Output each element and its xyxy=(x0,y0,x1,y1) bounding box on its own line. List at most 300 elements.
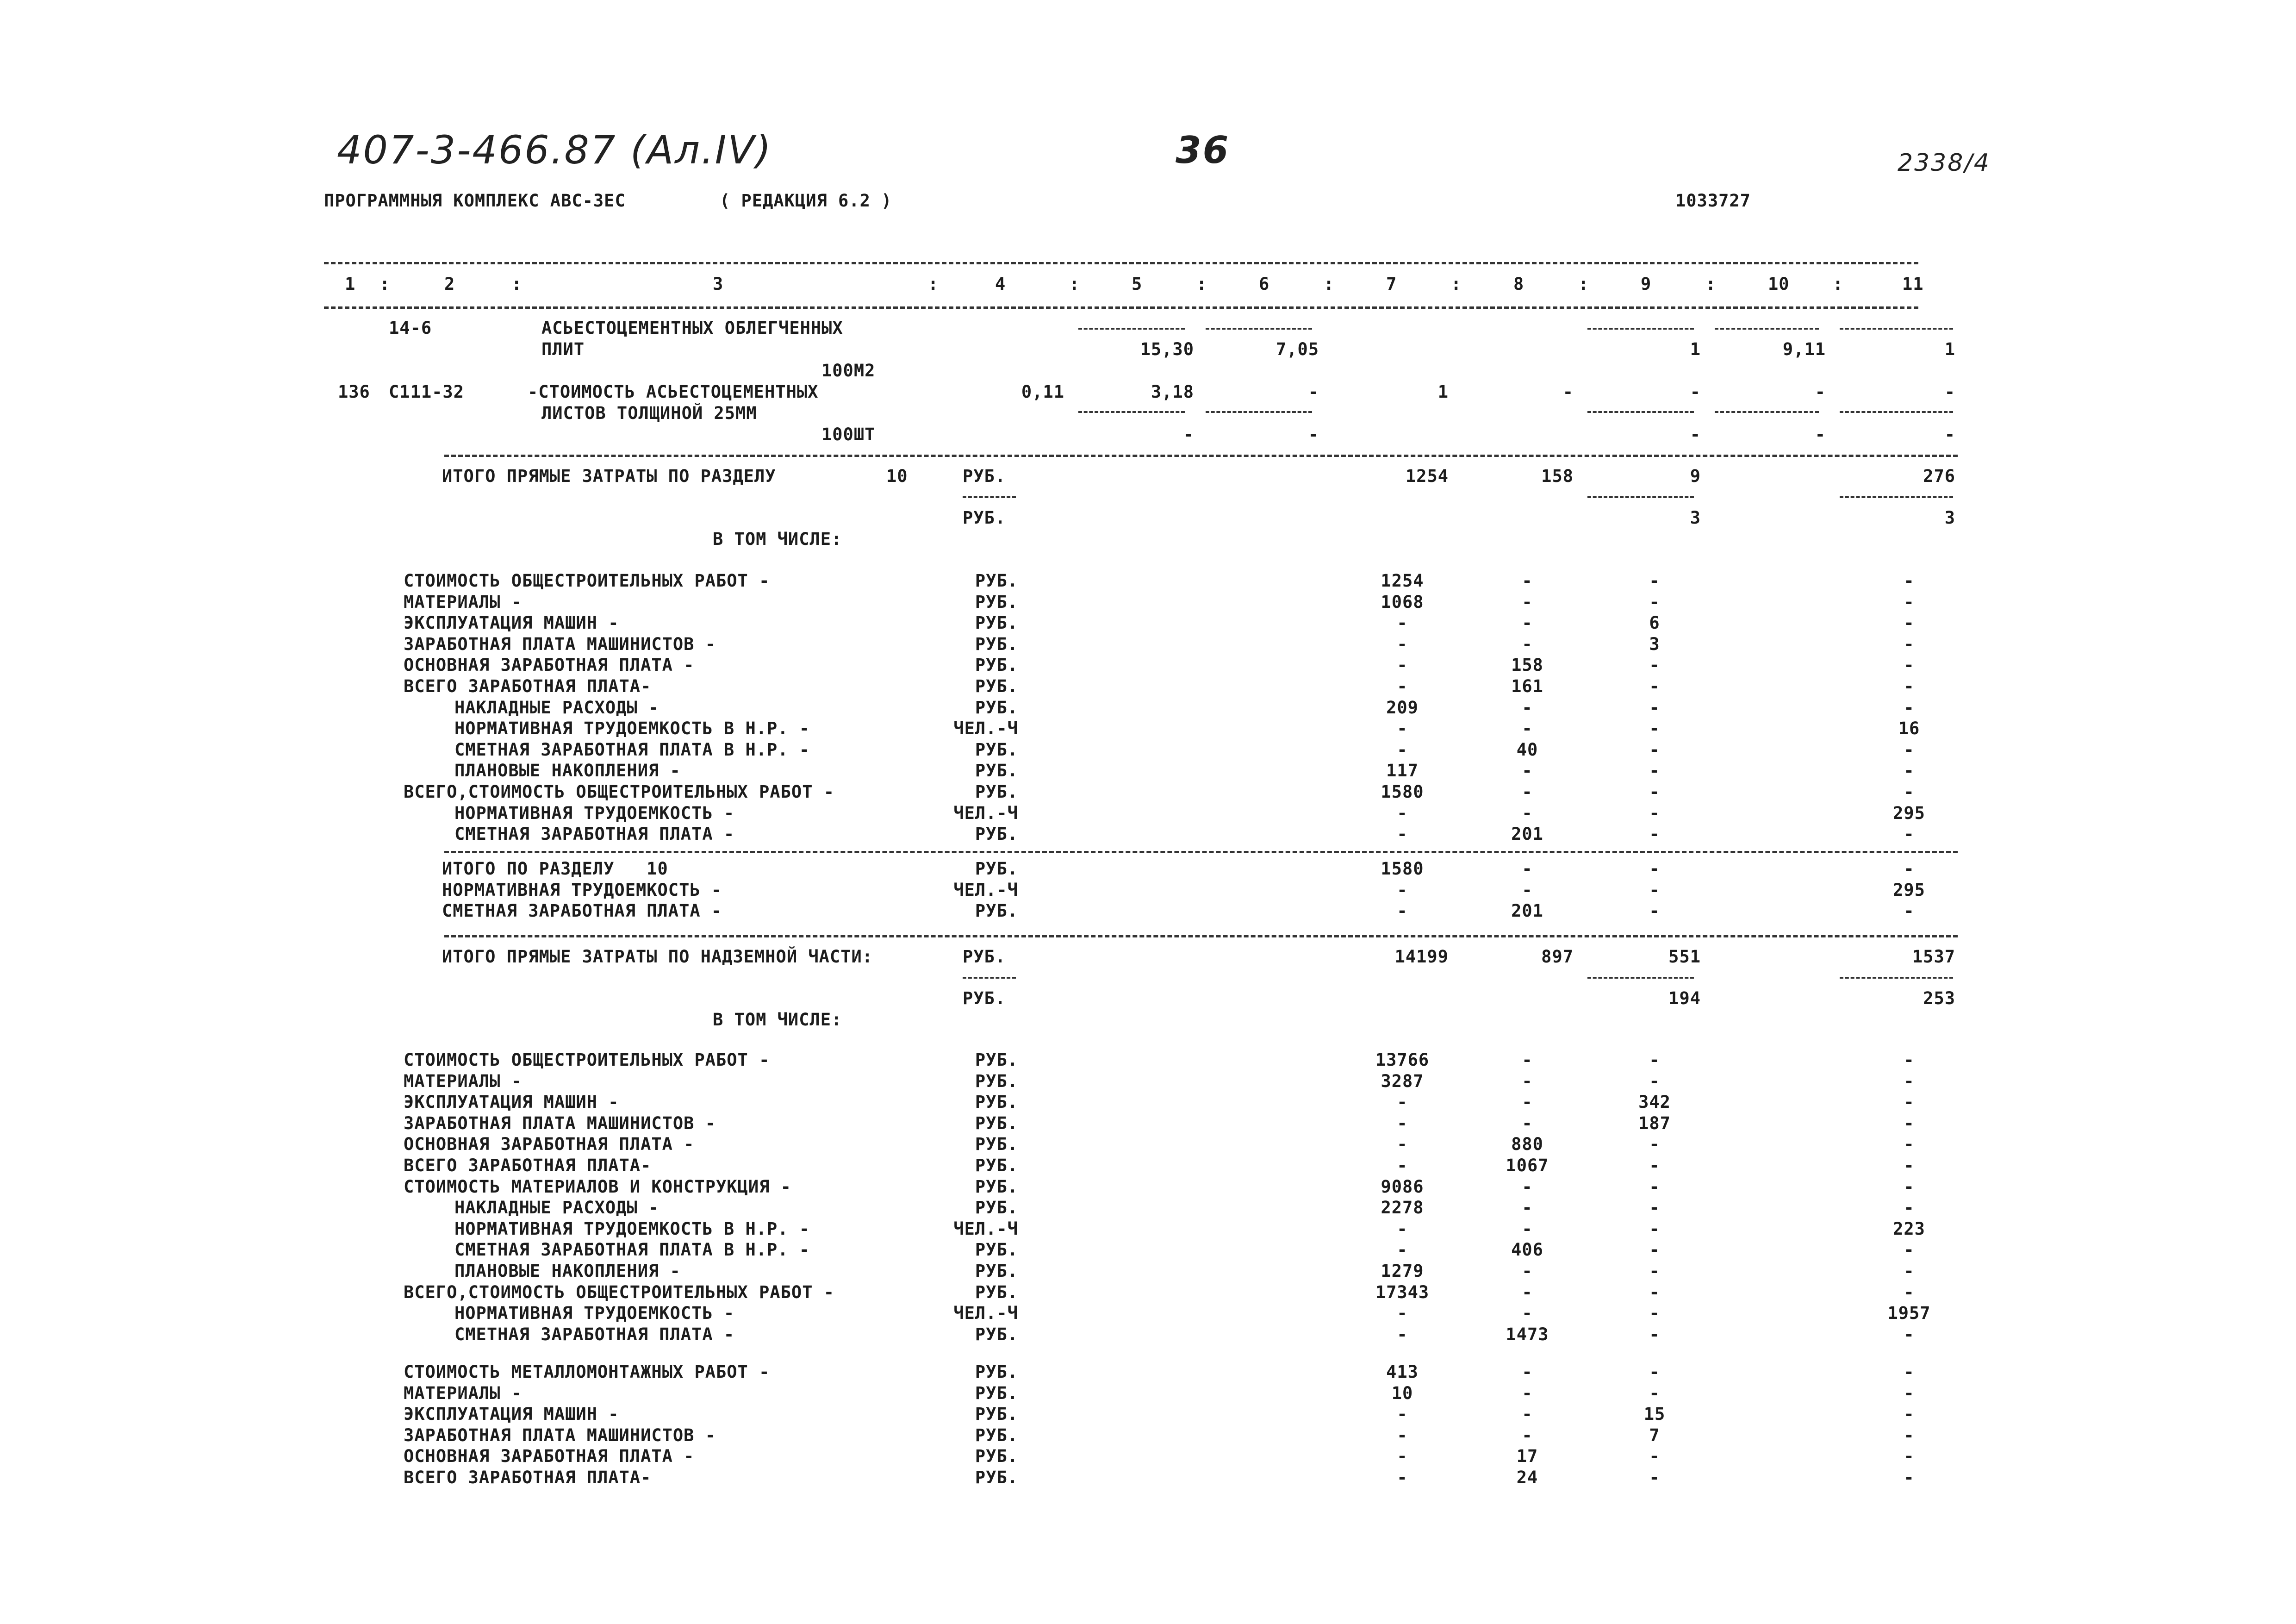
item-sub-c6: - xyxy=(1308,425,1319,444)
program-title: ПРОГРАММНЫЯ КОМПЛЕКС АВС-3ЕС xyxy=(324,191,626,211)
row-label: ПЛАНОВЫЕ НАКОПЛЕНИЯ - xyxy=(454,1261,681,1281)
cell-c7: 3287 xyxy=(1381,1071,1424,1091)
column-separator: : xyxy=(1451,274,1462,294)
cell-c9: - xyxy=(1649,592,1660,612)
cell-c9: - xyxy=(1649,1218,1660,1239)
cell-c7: - xyxy=(1397,718,1408,739)
cell-c8: 201 xyxy=(1511,901,1543,921)
column-separator: : xyxy=(1196,274,1207,294)
column-number: 11 xyxy=(1902,274,1924,294)
rule xyxy=(444,935,1958,937)
cell-c7: - xyxy=(1397,1113,1408,1133)
item-code: С111-32 xyxy=(389,382,464,402)
cell-c8: - xyxy=(1522,592,1533,612)
cell-c7: - xyxy=(1397,613,1408,633)
row-label: ПЛАНОВЫЕ НАКОПЛЕНИЯ - xyxy=(454,761,681,781)
table-row xyxy=(0,1324,2296,1346)
row-label: НОРМАТИВНАЯ ТРУДОЕМКОСТЬ - xyxy=(454,1303,735,1324)
table-rule-top xyxy=(324,262,1918,264)
cell-c9: - xyxy=(1649,1446,1660,1467)
table-row xyxy=(0,1404,2296,1425)
section-total-c11: 276 xyxy=(1923,466,1955,486)
rule xyxy=(1587,328,1694,330)
row-label: МАТЕРИАЛЫ - xyxy=(404,1383,523,1403)
aboveground-total-c8: 897 xyxy=(1541,947,1574,967)
cell-c7: 1580 xyxy=(1381,859,1424,879)
cell-c8: 880 xyxy=(1511,1134,1543,1155)
cell-c11: - xyxy=(1904,1176,1915,1197)
row-label: СТОИМОСТЬ МЕТАЛЛОМОНТАЖНЫХ РАБОТ - xyxy=(404,1362,770,1382)
handwritten-page-number: 36 xyxy=(1176,129,1230,172)
item-c5: 3,18 xyxy=(1151,382,1194,402)
cell-unit: РУБ. xyxy=(975,1282,1018,1302)
cell-unit: РУБ. xyxy=(975,1404,1018,1424)
cell-c7: 1068 xyxy=(1381,592,1424,612)
table-row xyxy=(0,571,2296,592)
cell-c9: 6 xyxy=(1649,613,1660,633)
row-label: СМЕТНАЯ ЗАРАБОТНАЯ ПЛАТА - xyxy=(454,824,735,844)
cell-c11: - xyxy=(1904,1071,1915,1091)
column-number: 9 xyxy=(1641,274,1652,294)
cell-c11: - xyxy=(1904,1282,1915,1302)
cell-c8: - xyxy=(1522,718,1533,739)
cell-unit: ЧЕЛ.-Ч xyxy=(953,803,1018,823)
cell-unit: РУБ. xyxy=(975,1324,1018,1344)
cell-c8: - xyxy=(1522,1404,1533,1424)
row-label: ИТОГО ПО РАЗДЕЛУ 10 xyxy=(442,859,668,879)
table-row xyxy=(0,782,2296,803)
table-row xyxy=(0,1177,2296,1198)
row-label: НОРМАТИВНАЯ ТРУДОЕМКОСТЬ - xyxy=(442,880,722,900)
table-row xyxy=(0,1446,2296,1468)
column-number: 2 xyxy=(444,274,455,294)
table-row xyxy=(0,676,2296,698)
cell-c11: - xyxy=(1904,824,1915,844)
row-label: ОСНОВНАЯ ЗАРАБОТНАЯ ПЛАТА - xyxy=(404,655,695,675)
row-label: ЭКСПЛУАТАЦИЯ МАШИН - xyxy=(404,1404,619,1424)
rule xyxy=(444,851,1958,853)
row-label: МАТЕРИАЛЫ - xyxy=(404,592,523,612)
cell-c8: - xyxy=(1522,1303,1533,1324)
item-sub-c5: - xyxy=(1183,425,1194,444)
cell-c11: - xyxy=(1904,1468,1915,1487)
column-number: 6 xyxy=(1259,274,1270,294)
rule xyxy=(1840,411,1953,413)
column-separator: : xyxy=(928,274,939,294)
cell-c8: - xyxy=(1522,761,1533,781)
cell-c8: - xyxy=(1522,859,1533,879)
row-label: НАКЛАДНЫЕ РАСХОДЫ - xyxy=(454,1198,660,1218)
table-row xyxy=(0,718,2296,740)
cell-c11: - xyxy=(1904,592,1915,612)
cell-unit: РУБ. xyxy=(975,1050,1018,1070)
table-row xyxy=(0,1071,2296,1093)
table-row xyxy=(0,1113,2296,1135)
row-label: ЗАРАБОТНАЯ ПЛАТА МАШИНИСТОВ - xyxy=(404,634,716,654)
cell-c8: - xyxy=(1522,1050,1533,1070)
item-sub-c10: - xyxy=(1815,425,1826,444)
rule xyxy=(1078,411,1185,413)
cell-c7: - xyxy=(1397,803,1408,823)
cell-c8: - xyxy=(1522,1261,1533,1281)
cell-c8: - xyxy=(1522,1176,1533,1197)
cell-unit: РУБ. xyxy=(975,1240,1018,1260)
cell-c7: 117 xyxy=(1386,761,1419,781)
cell-c11: 295 xyxy=(1893,803,1925,823)
table-row xyxy=(0,1092,2296,1113)
cell-c9: - xyxy=(1649,1134,1660,1155)
cell-c9: - xyxy=(1649,1176,1660,1197)
aboveground-total-c11: 1537 xyxy=(1912,947,1955,967)
cell-c11: 16 xyxy=(1898,718,1920,739)
cell-c11: 295 xyxy=(1893,880,1925,900)
item-c8: - xyxy=(1562,382,1574,402)
including-heading: В ТОМ ЧИСЛЕ: xyxy=(713,1010,842,1030)
cell-c9: - xyxy=(1649,697,1660,718)
cell-unit: РУБ. xyxy=(975,1362,1018,1382)
row-label: ВСЕГО ЗАРАБОТНАЯ ПЛАТА- xyxy=(404,676,652,696)
cell-c7: - xyxy=(1397,1425,1408,1445)
item-c11: - xyxy=(1944,382,1955,402)
rule xyxy=(1587,977,1694,979)
cell-c11: - xyxy=(1904,1134,1915,1155)
cell-c9: - xyxy=(1649,1240,1660,1260)
item-c9: - xyxy=(1690,382,1701,402)
cell-unit: РУБ. xyxy=(975,1092,1018,1112)
cell-c11: 223 xyxy=(1893,1218,1925,1239)
cell-unit: РУБ. xyxy=(975,824,1018,844)
cell-c9: - xyxy=(1649,739,1660,760)
cell-c8: - xyxy=(1522,782,1533,802)
rule xyxy=(1078,328,1185,330)
row-label: ЭКСПЛУАТАЦИЯ МАШИН - xyxy=(404,1092,619,1112)
cell-c11: - xyxy=(1904,655,1915,675)
cell-c11: - xyxy=(1904,901,1915,921)
row-label: СТОИМОСТЬ ОБЩЕСТРОИТЕЛЬНЫХ РАБОТ - xyxy=(404,1050,770,1070)
table-row xyxy=(0,592,2296,613)
table-row xyxy=(0,1240,2296,1261)
column-separator: : xyxy=(1069,274,1080,294)
column-number: 8 xyxy=(1513,274,1524,294)
row-label: СМЕТНАЯ ЗАРАБОТНАЯ ПЛАТА В Н.Р. - xyxy=(454,739,810,760)
row-label: НОРМАТИВНАЯ ТРУДОЕМКОСТЬ - xyxy=(454,803,735,823)
cell-c7: - xyxy=(1397,1468,1408,1487)
cell-c8: - xyxy=(1522,803,1533,823)
item-c5: 15,30 xyxy=(1140,339,1194,359)
rule xyxy=(1587,496,1694,498)
cell-c7: 10 xyxy=(1391,1383,1413,1403)
rule xyxy=(1206,328,1312,330)
cell-c7: - xyxy=(1397,1092,1408,1112)
cell-c11: - xyxy=(1904,1261,1915,1281)
rule xyxy=(1206,411,1312,413)
rule xyxy=(1840,496,1953,498)
cell-c7: 1254 xyxy=(1381,571,1424,591)
cell-unit: РУБ. xyxy=(975,676,1018,696)
cell-unit: РУБ. xyxy=(975,1446,1018,1467)
cell-unit: ЧЕЛ.-Ч xyxy=(953,1218,1018,1239)
cell-c8: 40 xyxy=(1516,739,1538,760)
row-label: ВСЕГО,СТОИМОСТЬ ОБЩЕСТРОИТЕЛЬНЫХ РАБОТ - xyxy=(404,1282,835,1302)
section-total-c9: 9 xyxy=(1690,466,1701,486)
cell-c9: - xyxy=(1649,782,1660,802)
cell-c11: - xyxy=(1904,676,1915,696)
cell-c9: - xyxy=(1649,718,1660,739)
table-row xyxy=(0,1303,2296,1324)
item-code: 14-6 xyxy=(389,318,432,338)
cell-c8: - xyxy=(1522,1282,1533,1302)
aboveground-sub-unit: РУБ. xyxy=(963,988,1006,1008)
table-row xyxy=(0,1219,2296,1240)
cell-c11: - xyxy=(1904,634,1915,654)
row-label: НАКЛАДНЫЕ РАСХОДЫ - xyxy=(454,697,660,718)
cell-c9: - xyxy=(1649,1071,1660,1091)
row-label: ОСНОВНАЯ ЗАРАБОТНАЯ ПЛАТА - xyxy=(404,1134,695,1155)
column-number: 4 xyxy=(995,274,1006,294)
cell-c11: 1957 xyxy=(1887,1303,1931,1324)
cell-c11: - xyxy=(1904,571,1915,591)
cell-c8: - xyxy=(1522,1425,1533,1445)
section-sub-unit: РУБ. xyxy=(963,508,1006,528)
cell-c8: - xyxy=(1522,634,1533,654)
cell-c11: - xyxy=(1904,761,1915,781)
cell-c8: - xyxy=(1522,1092,1533,1112)
item-c6: 7,05 xyxy=(1276,339,1319,359)
rule xyxy=(1715,328,1819,330)
cell-c11: - xyxy=(1904,1113,1915,1133)
cell-c8: - xyxy=(1522,697,1533,718)
cell-c8: - xyxy=(1522,1113,1533,1133)
cell-c11: - xyxy=(1904,1404,1915,1424)
cell-c8: 24 xyxy=(1516,1468,1538,1487)
item-c4: 0,11 xyxy=(1021,382,1064,402)
cell-c8: 406 xyxy=(1511,1240,1543,1260)
table-row xyxy=(0,1383,2296,1405)
cell-c9: - xyxy=(1649,901,1660,921)
column-separator: : xyxy=(511,274,523,294)
cell-c9: 187 xyxy=(1638,1113,1671,1133)
cell-c8: 1473 xyxy=(1506,1324,1549,1344)
section-total-c7: 1254 xyxy=(1405,466,1449,486)
section-number: 10 xyxy=(886,466,908,486)
cell-unit: ЧЕЛ.-Ч xyxy=(953,1303,1018,1324)
cell-c7: - xyxy=(1397,824,1408,844)
cell-unit: РУБ. xyxy=(975,1261,1018,1281)
cell-c11: - xyxy=(1904,1383,1915,1403)
cell-c11: - xyxy=(1904,1324,1915,1344)
cell-unit: РУБ. xyxy=(975,1134,1018,1155)
column-number: 5 xyxy=(1132,274,1143,294)
cell-c8: - xyxy=(1522,880,1533,900)
cell-c11: - xyxy=(1904,1092,1915,1112)
column-separator: : xyxy=(1324,274,1335,294)
section-total-label: ИТОГО ПРЯМЫЕ ЗАТРАТЫ ПО РАЗДЕЛУ xyxy=(442,466,776,486)
cell-c9: - xyxy=(1649,880,1660,900)
table-row xyxy=(0,761,2296,782)
cell-c9: - xyxy=(1649,676,1660,696)
cell-c8: - xyxy=(1522,1218,1533,1239)
cell-c11: - xyxy=(1904,697,1915,718)
item-name: АСЬЕСТОЦЕМЕНТНЫХ ОБЛЕГЧЕННЫХ xyxy=(541,318,843,338)
table-row xyxy=(0,880,2296,901)
cell-c7: 9086 xyxy=(1381,1176,1424,1197)
row-label: ЗАРАБОТНАЯ ПЛАТА МАШИНИСТОВ - xyxy=(404,1113,716,1133)
table-row xyxy=(0,740,2296,761)
rule xyxy=(1840,328,1953,330)
cell-c8: - xyxy=(1522,1071,1533,1091)
cell-c7: - xyxy=(1397,880,1408,900)
table-row xyxy=(0,1425,2296,1447)
cell-c8: - xyxy=(1522,1198,1533,1218)
cell-unit: РУБ. xyxy=(975,655,1018,675)
cell-c8: 17 xyxy=(1516,1446,1538,1467)
cell-unit: РУБ. xyxy=(975,634,1018,654)
cell-c9: - xyxy=(1649,761,1660,781)
column-number: 10 xyxy=(1768,274,1790,294)
cell-c9: - xyxy=(1649,571,1660,591)
rule xyxy=(963,496,1016,498)
table-row xyxy=(0,1050,2296,1071)
cell-c11: - xyxy=(1904,1198,1915,1218)
cell-c9: - xyxy=(1649,1383,1660,1403)
row-label: ЭКСПЛУАТАЦИЯ МАШИН - xyxy=(404,613,619,633)
column-number: 3 xyxy=(713,274,724,294)
item-unit: 100М2 xyxy=(821,361,876,381)
section-sub-c9: 3 xyxy=(1690,508,1701,528)
table-row xyxy=(0,1198,2296,1219)
cell-c11: - xyxy=(1904,739,1915,760)
column-separator: : xyxy=(1705,274,1717,294)
section-sub-c11: 3 xyxy=(1944,508,1955,528)
table-row xyxy=(0,901,2296,922)
rule xyxy=(444,455,1958,457)
cell-c8: 161 xyxy=(1511,676,1543,696)
cell-c8: - xyxy=(1522,1362,1533,1382)
cell-unit: РУБ. xyxy=(975,761,1018,781)
row-label: ОСНОВНАЯ ЗАРАБОТНАЯ ПЛАТА - xyxy=(404,1446,695,1467)
item-c7: 1 xyxy=(1437,382,1449,402)
cell-unit: ЧЕЛ.-Ч xyxy=(953,880,1018,900)
cell-c7: - xyxy=(1397,901,1408,921)
aboveground-total-unit: РУБ. xyxy=(963,947,1006,967)
cell-c8: 158 xyxy=(1511,655,1543,675)
table-row xyxy=(0,698,2296,719)
cell-c9: - xyxy=(1649,1261,1660,1281)
cell-c9: - xyxy=(1649,1362,1660,1382)
item-c9: 1 xyxy=(1690,339,1701,359)
aboveground-total-c7: 14199 xyxy=(1394,947,1449,967)
item-c11: 1 xyxy=(1944,339,1955,359)
cell-c7: - xyxy=(1397,1240,1408,1260)
item-c6: - xyxy=(1308,382,1319,402)
item-c10: - xyxy=(1815,382,1826,402)
table-row xyxy=(0,655,2296,676)
cell-unit: РУБ. xyxy=(975,859,1018,879)
cell-unit: РУБ. xyxy=(975,1198,1018,1218)
item-name-cont: ЛИСТОВ ТОЛЩИНОЙ 25ММ xyxy=(541,403,757,423)
cell-unit: РУБ. xyxy=(975,1176,1018,1197)
cell-c7: - xyxy=(1397,655,1408,675)
cell-c9: 15 xyxy=(1643,1404,1666,1424)
column-number: 1 xyxy=(345,274,356,294)
cell-c8: - xyxy=(1522,571,1533,591)
aboveground-total-label: ИТОГО ПРЯМЫЕ ЗАТРАТЫ ПО НАДЗЕМНОЙ ЧАСТИ: xyxy=(442,947,873,967)
aboveground-sub-c9: 194 xyxy=(1668,988,1701,1008)
row-label: ВСЕГО,СТОИМОСТЬ ОБЩЕСТРОИТЕЛЬНЫХ РАБОТ - xyxy=(404,782,835,802)
item-name-cont: ПЛИТ xyxy=(541,339,585,359)
row-label: СТОИМОСТЬ ОБЩЕСТРОИТЕЛЬНЫХ РАБОТ - xyxy=(404,571,770,591)
cell-unit: РУБ. xyxy=(975,592,1018,612)
cell-c7: 1279 xyxy=(1381,1261,1424,1281)
cell-c11: - xyxy=(1904,1425,1915,1445)
row-label: МАТЕРИАЛЫ - xyxy=(404,1071,523,1091)
cell-c7: - xyxy=(1397,739,1408,760)
cell-c9: - xyxy=(1649,655,1660,675)
cell-unit: РУБ. xyxy=(975,1113,1018,1133)
table-row xyxy=(0,803,2296,824)
rule xyxy=(1840,977,1953,979)
column-separator: : xyxy=(1578,274,1589,294)
cell-unit: РУБ. xyxy=(975,1156,1018,1175)
cell-c7: - xyxy=(1397,1446,1408,1467)
cell-c7: 413 xyxy=(1386,1362,1419,1382)
table-row xyxy=(0,1261,2296,1282)
table-rule-header xyxy=(324,306,1918,309)
handwritten-code: 407-3-466.87 (Ал.IV) xyxy=(337,127,772,173)
row-label: СМЕТНАЯ ЗАРАБОТНАЯ ПЛАТА В Н.Р. - xyxy=(454,1240,810,1260)
cell-unit: РУБ. xyxy=(975,613,1018,633)
cell-c11: - xyxy=(1904,1362,1915,1382)
cell-c11: - xyxy=(1904,613,1915,633)
item-c10: 9,11 xyxy=(1782,339,1826,359)
column-number: 7 xyxy=(1386,274,1397,294)
table-row xyxy=(0,1362,2296,1383)
item-name: -СТОИМОСТЬ АСЬЕСТОЦЕМЕНТНЫХ xyxy=(528,382,819,402)
cell-unit: РУБ. xyxy=(975,1383,1018,1403)
cell-c7: - xyxy=(1397,634,1408,654)
row-label: СТОИМОСТЬ МАТЕРИАЛОВ И КОНСТРУКЦИЯ - xyxy=(404,1176,791,1197)
cell-c11: - xyxy=(1904,1240,1915,1260)
table-row xyxy=(0,859,2296,880)
table-row xyxy=(0,613,2296,634)
document-id: 1033727 xyxy=(1675,191,1751,211)
row-label: СМЕТНАЯ ЗАРАБОТНАЯ ПЛАТА - xyxy=(454,1324,735,1344)
column-header-row xyxy=(0,274,2296,295)
cell-c7: 17343 xyxy=(1375,1282,1430,1302)
table-row xyxy=(0,824,2296,845)
cell-c9: - xyxy=(1649,1303,1660,1324)
rule xyxy=(1587,411,1694,413)
cell-c7: 2278 xyxy=(1381,1198,1424,1218)
cell-unit: РУБ. xyxy=(975,782,1018,802)
row-label: НОРМАТИВНАЯ ТРУДОЕМКОСТЬ В Н.Р. - xyxy=(454,718,810,739)
cell-c9: - xyxy=(1649,803,1660,823)
cell-c7: - xyxy=(1397,676,1408,696)
cell-c7: 1580 xyxy=(1381,782,1424,802)
cell-c8: 1067 xyxy=(1506,1156,1549,1175)
cell-c11: - xyxy=(1904,859,1915,879)
aboveground-total-c9: 551 xyxy=(1668,947,1701,967)
cell-c9: - xyxy=(1649,859,1660,879)
cell-c11: - xyxy=(1904,1156,1915,1175)
column-separator: : xyxy=(1833,274,1844,294)
cell-c9: 7 xyxy=(1649,1425,1660,1445)
section-total-unit: РУБ. xyxy=(963,466,1006,486)
cell-c9: - xyxy=(1649,1050,1660,1070)
cell-unit: РУБ. xyxy=(975,571,1018,591)
cell-c8: - xyxy=(1522,1383,1533,1403)
cell-c7: 13766 xyxy=(1375,1050,1430,1070)
